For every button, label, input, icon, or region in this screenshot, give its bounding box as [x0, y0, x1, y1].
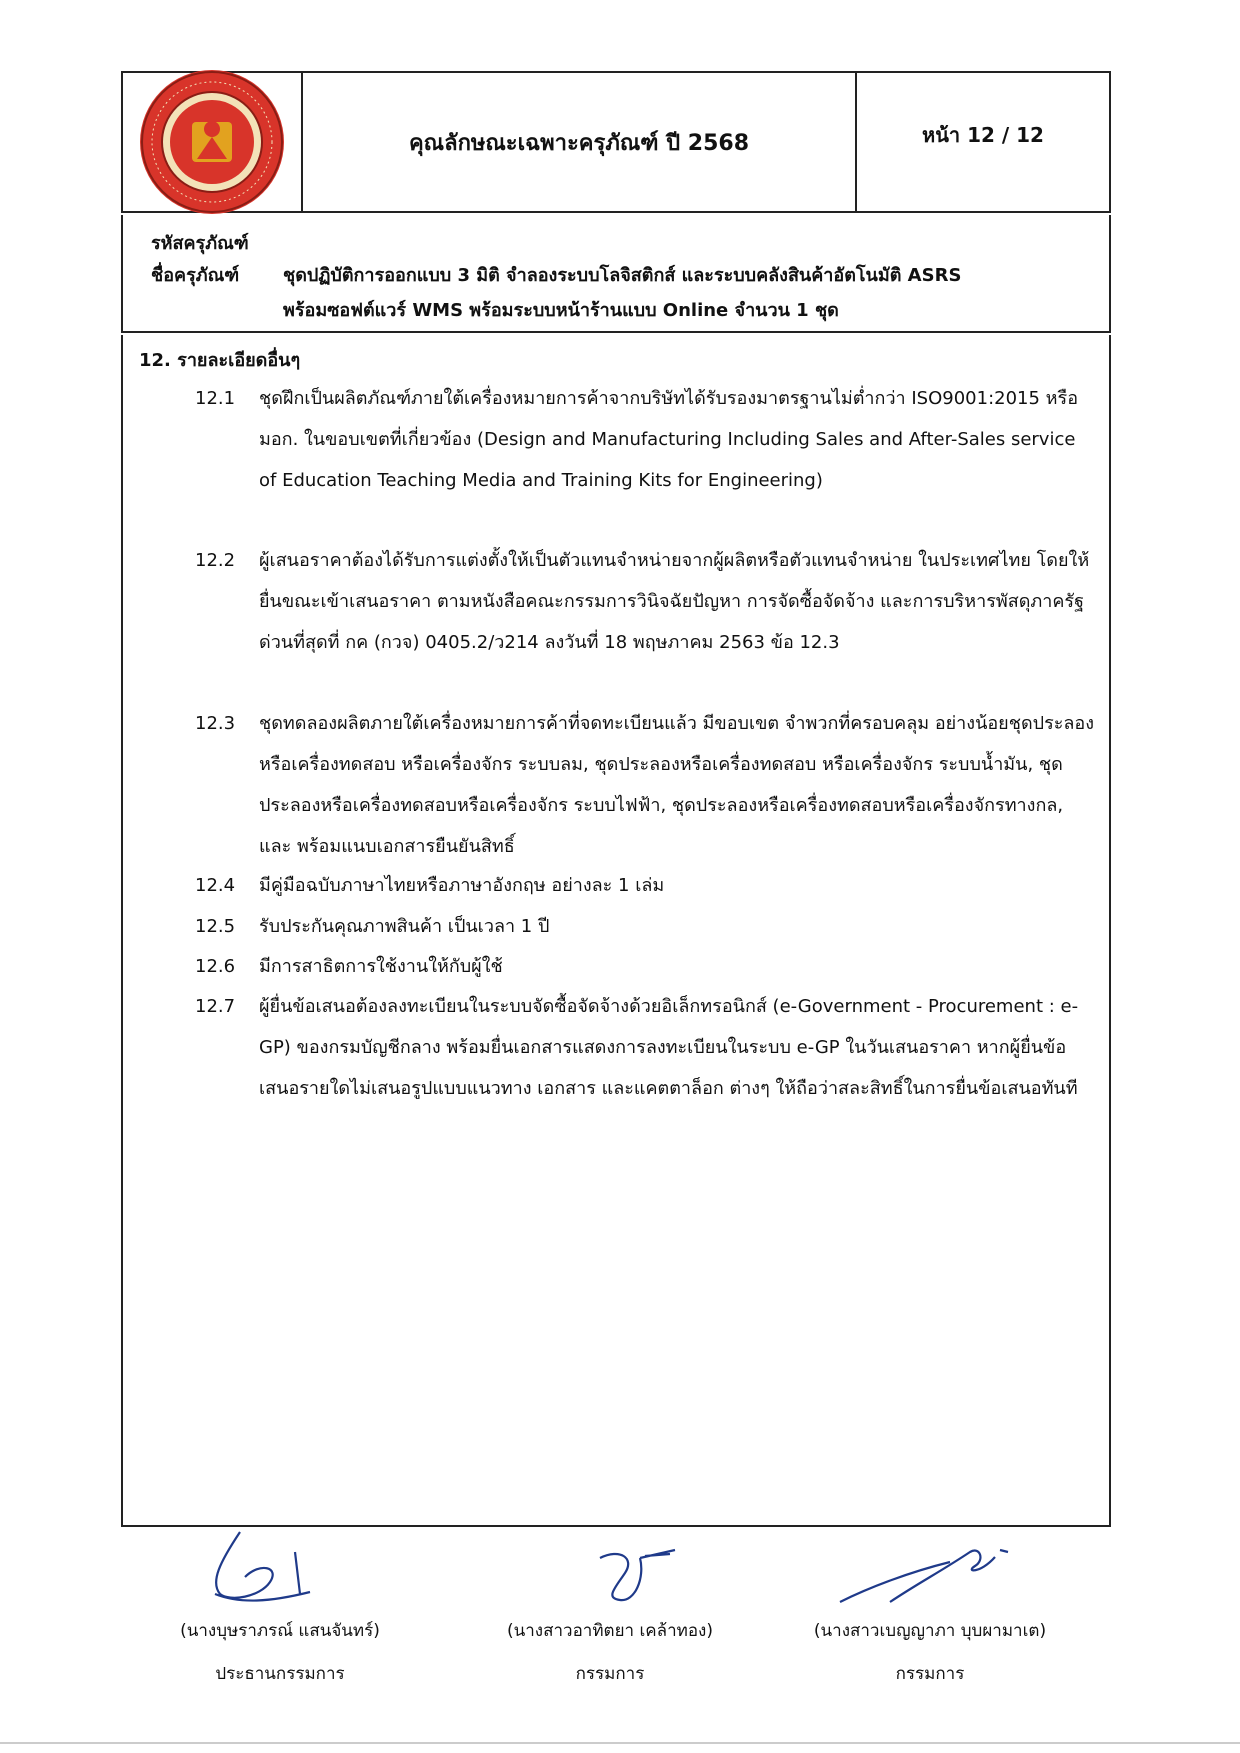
item-text: มีคู่มือฉบับภาษาไทยหรือภาษาอังกฤษ อย่างละ 1 เล่ม	[259, 875, 665, 896]
signer-name: (นางสาวเบญญาภา บุบผามาเต)	[813, 1621, 1047, 1641]
item-number: 12.3	[195, 713, 236, 734]
page-number: หน้า 12 / 12	[922, 123, 1044, 147]
logo-cell	[123, 73, 303, 211]
signature-drawing-chair	[200, 1522, 340, 1612]
equipment-name-line2: พร้อมซอฟต์แวร์ WMS พร้อมระบบหน้าร้านแบบ Online จำนวน 1 ชุด	[283, 300, 839, 321]
equipment-name-label: ชื่อครุภัณฑ์	[151, 265, 240, 286]
list-item	[195, 906, 1095, 947]
list-item	[195, 540, 1095, 663]
item-text: ผู้ยื่นข้อเสนอต้องลงทะเบียนในระบบจัดซื้อจัดจ้างด้วยอิเล็กทรอนิกส์ (e-Government - Procurement : e-GP) ของกรมบัญชีกลาง พร้อมยื่นเอกสารแสดงการลงทะเบียนในระบบ e-GP ในวันเสนอราคา หากผู้ยื่นข้อเสนอรายใดไม่เสนอรูปแบบแนวทาง เอกสาร และแคตตาล็อก ต่างๆ ให้ถือว่าสละสิทธิ์ในการยื่นข้อเสนอทันที	[259, 996, 1079, 1099]
equipment-code-label: รหัสครุภัณฑ์	[151, 233, 249, 254]
signer-role: ประธานกรรมการ	[215, 1664, 345, 1684]
item-number: 12.2	[195, 550, 236, 571]
signature-block-chair	[160, 1617, 400, 1687]
signer-role: กรรมการ	[895, 1664, 965, 1684]
list-item	[195, 865, 1095, 906]
item-text: รับประกันคุณภาพสินค้า เป็นเวลา 1 ปี	[259, 916, 550, 937]
signature-drawing-member1	[590, 1538, 690, 1613]
list-item	[195, 703, 1095, 867]
details-section	[121, 335, 1111, 1527]
list-item	[195, 946, 1095, 987]
signer-role: กรรมการ	[575, 1664, 645, 1684]
signature-block-member1	[490, 1617, 730, 1687]
item-text: มีการสาธิตการใช้งานให้กับผู้ใช้	[259, 956, 503, 977]
section-title: 12. รายละเอียดอื่นๆ	[139, 350, 301, 371]
item-text: ชุดทดลองผลิตภายใต้เครื่องหมายการค้าที่จดทะเบียนแล้ว มีขอบเขต จำพวกที่ครอบคลุม อย่างน้อยชุดประลองหรือเครื่องทดสอบ หรือเครื่องจักร ระบบลม, ชุดประลองหรือเครื่องทดสอบ หรือเครื่องจักร ระบบน้ำมัน, ชุดประลองหรือเครื่องทดสอบหรือเครื่องจักร ระบบไฟฟ้า, ชุดประลองหรือเครื่องทดสอบหรือเครื่องจักรทางกล, และ พร้อมแนบเอกสารยืนยันสิทธิ์	[259, 713, 1095, 857]
signature-drawing-member2	[830, 1532, 1020, 1612]
item-number: 12.7	[195, 996, 236, 1017]
signer-name: (นางสาวอาทิตยา เคล้าทอง)	[507, 1621, 713, 1641]
page-edge-line	[0, 1742, 1240, 1744]
equipment-name-line1: ชุดปฏิบัติการออกแบบ 3 มิติ จำลองระบบโลจิสติกส์ และระบบคลังสินค้าอัตโนมัติ ASRS	[283, 265, 962, 286]
item-number: 12.4	[195, 875, 236, 896]
item-number: 12.6	[195, 956, 236, 977]
list-item	[195, 986, 1095, 1109]
item-text: ชุดฝึกเป็นผลิตภัณฑ์ภายใต้เครื่องหมายการค้าจากบริษัทได้รับรองมาตรฐานไม่ต่ำกว่า ISO9001:2015 หรือ มอก. ในขอบเขตที่เกี่ยวข้อง (Design and Manufacturing Including Sales and After-Sales service of Education Teaching Media and Training Kits for Engineering)	[259, 388, 1079, 491]
item-text: ผู้เสนอราคาต้องได้รับการแต่งตั้งให้เป็นตัวแทนจำหน่ายจากผู้ผลิตหรือตัวแทนจำหน่าย ในประเทศไทย โดยให้ยื่นขณะเข้าเสนอราคา ตามหนังสือคณะกรรมการวินิจฉัยปัญหา การจัดซื้อจัดจ้าง และการบริหารพัสดุภาครัฐ ด่วนที่สุดที่ กค (กวจ) 0405.2/ว214 ลงวันที่ 18 พฤษภาคม 2563 ข้อ 12.3	[259, 550, 1090, 653]
document-title: คุณลักษณะเฉพาะครุภัณฑ์ ปี 2568	[303, 73, 857, 211]
signer-name: (นางบุษราภรณ์ แสนจันทร์)	[180, 1621, 380, 1641]
equipment-info	[121, 215, 1111, 333]
item-number: 12.5	[195, 916, 236, 937]
vocational-commission-seal	[137, 67, 287, 217]
item-number: 12.1	[195, 388, 236, 409]
header-table	[121, 71, 1111, 213]
signature-block-member2	[800, 1617, 1060, 1687]
list-item	[195, 378, 1095, 501]
